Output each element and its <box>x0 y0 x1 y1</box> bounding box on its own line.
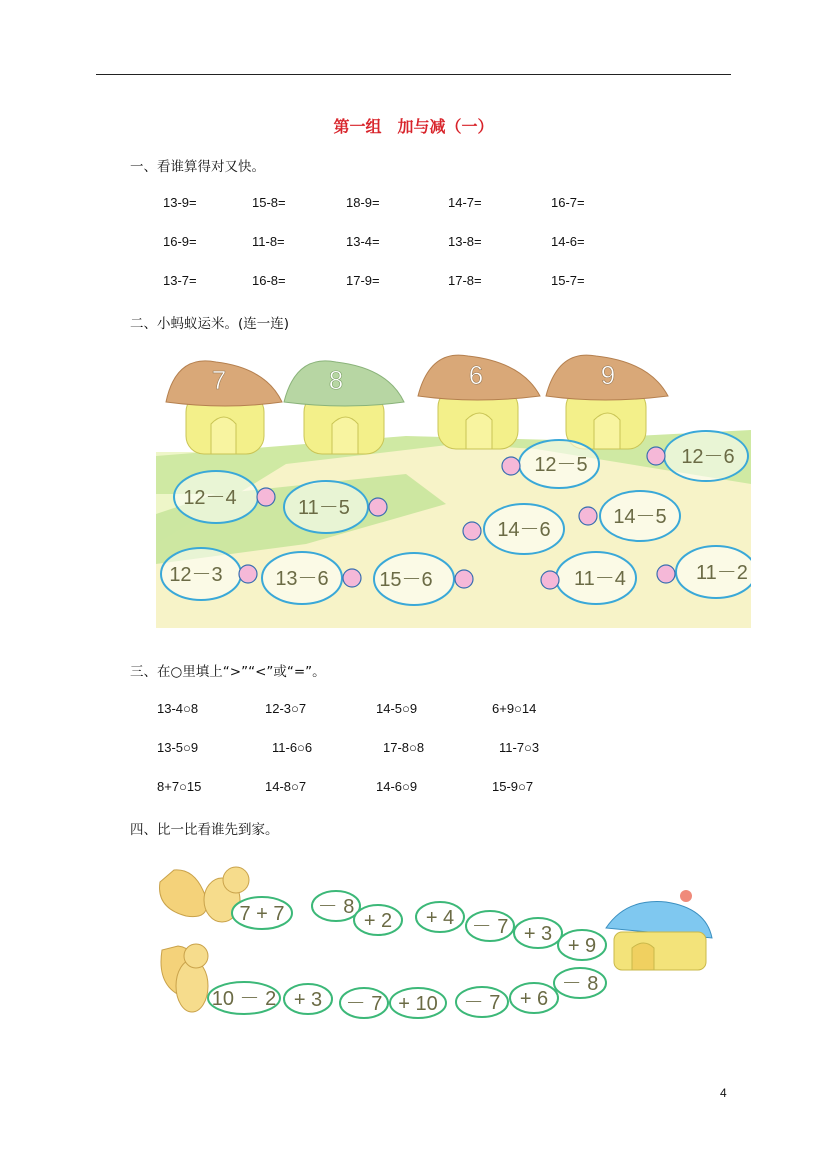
path-top-label-3: + 2 <box>363 910 393 932</box>
ant-icon-3 <box>257 488 275 506</box>
problem-1-4: 14-7= <box>448 195 482 210</box>
path-top-label-2: － 8 <box>317 896 355 918</box>
ant-label-4: 11－5 <box>298 497 350 519</box>
problem-1-1: 13-9= <box>163 195 197 210</box>
path-bottom-label-2: + 3 <box>293 989 323 1011</box>
ant-icon-6 <box>579 507 597 525</box>
ant-icon-5 <box>463 522 481 540</box>
path-top-label-1: 7 + 7 <box>239 903 285 925</box>
ant-label-8: 13－6 <box>275 568 329 590</box>
section3-heading: 三、在○里填上“>”“<”或“=”。 <box>130 664 326 680</box>
problem-2-3: 13-4= <box>346 234 380 249</box>
path-top-label-4: + 4 <box>425 907 455 929</box>
ant-icon-8 <box>343 569 361 587</box>
problem-3-5: 15-7= <box>551 273 585 288</box>
problem-1-3: 18-9= <box>346 195 380 210</box>
problem-2-5: 14-6= <box>551 234 585 249</box>
path-bottom-label-6: + 6 <box>519 988 549 1010</box>
section1-heading: 一、看谁算得对又快。 <box>130 159 265 175</box>
house-number-1: 7 <box>211 365 227 395</box>
compare-1-2: 12-3○7 <box>265 701 307 716</box>
ant-icon-4 <box>369 498 387 516</box>
race-home-illustration <box>156 858 726 1026</box>
ant-label-1: 12－5 <box>534 454 588 476</box>
ant-label-6: 14－5 <box>613 506 667 528</box>
page-title: 第一组 加与减（一） <box>333 117 494 136</box>
path-top-label-6: + 3 <box>523 923 553 945</box>
path-bottom-label-5: － 7 <box>463 992 501 1014</box>
header-rule <box>96 74 731 75</box>
compare-3-2: 14-8○7 <box>265 779 307 794</box>
ant-icon-10 <box>541 571 559 589</box>
ant-matching-illustration <box>156 344 751 628</box>
compare-2-1: 13-5○9 <box>157 740 199 755</box>
ant-icon-7 <box>239 565 257 583</box>
section4-heading: 四、比一比看谁先到家。 <box>130 822 279 838</box>
race-scene-svg <box>156 858 726 1026</box>
problem-3-2: 16-8= <box>252 273 286 288</box>
ant-scene-svg <box>156 344 751 628</box>
path-bottom-label-3: － 7 <box>345 993 383 1015</box>
ant-label-7: 12－3 <box>169 564 223 586</box>
problem-3-1: 13-7= <box>163 273 197 288</box>
compare-2-4: 11-7○3 <box>499 740 540 755</box>
compare-2-2: 11-6○6 <box>272 740 313 755</box>
home-house-icon <box>606 890 712 970</box>
page-number: 4 <box>720 1086 727 1100</box>
path-top-label-7: + 9 <box>567 935 597 957</box>
house-number-2: 8 <box>328 365 344 395</box>
compare-1-1: 13-4○8 <box>157 701 199 716</box>
section2-heading: 二、小蚂蚁运米。(连一连) <box>130 316 290 332</box>
ant-icon-9 <box>455 570 473 588</box>
ant-label-5: 14－6 <box>497 519 551 541</box>
path-bottom-label-4: + 10 <box>398 993 438 1015</box>
compare-3-1: 8+7○15 <box>157 779 202 794</box>
ant-label-11: 11－2 <box>696 562 748 584</box>
problem-3-3: 17-9= <box>346 273 380 288</box>
path-bottom-label-1: 10 － 2 <box>211 988 277 1010</box>
path-bottom-label-7: － 8 <box>561 973 599 995</box>
ant-icon-2 <box>647 447 665 465</box>
problem-2-4: 13-8= <box>448 234 482 249</box>
ant-label-3: 12－4 <box>183 487 237 509</box>
house-number-4: 9 <box>600 360 616 390</box>
ant-label-10: 11－4 <box>574 568 626 590</box>
ant-label-2: 12－6 <box>681 446 735 468</box>
compare-2-3: 17-8○8 <box>383 740 425 755</box>
ant-label-9: 15－6 <box>379 569 433 591</box>
problem-3-4: 17-8= <box>448 273 482 288</box>
compare-1-4: 6+9○14 <box>492 701 537 716</box>
path-top-label-5: － 7 <box>471 916 509 938</box>
ant-icon-1 <box>502 457 520 475</box>
ant-icon-11 <box>657 565 675 583</box>
problem-2-1: 16-9= <box>163 234 197 249</box>
problem-2-2: 11-8= <box>252 234 285 249</box>
house-number-3: 6 <box>468 360 484 390</box>
compare-3-3: 14-6○9 <box>376 779 418 794</box>
compare-3-4: 15-9○7 <box>492 779 534 794</box>
problem-1-5: 16-7= <box>551 195 585 210</box>
problem-1-2: 15-8= <box>252 195 286 210</box>
squirrel-bottom-icon <box>161 944 208 1012</box>
compare-1-3: 14-5○9 <box>376 701 418 716</box>
